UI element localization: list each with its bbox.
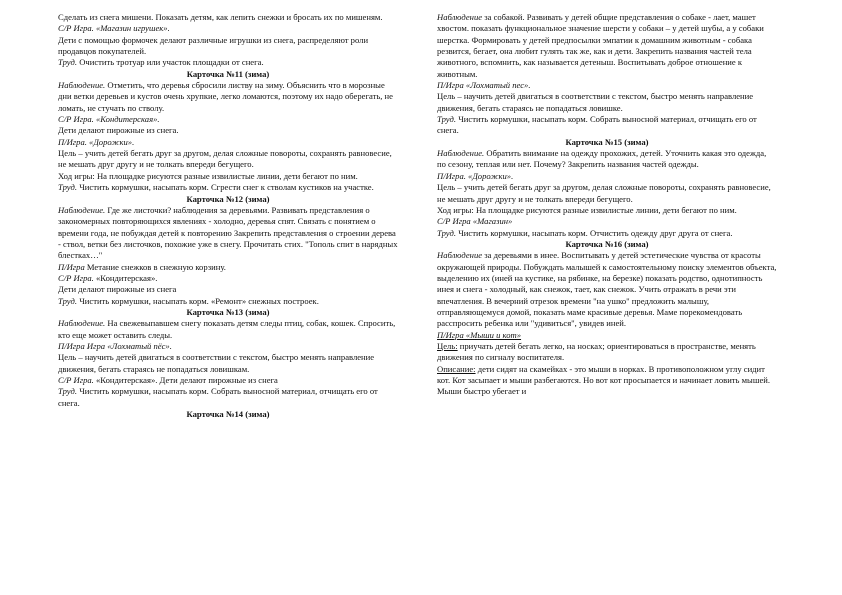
paragraph: Дети с помощью формочек делают различные игрушки из снега, распределяют роли продавцов покупателей. <box>58 34 369 57</box>
text: На свежевыпавшем снегу показать детям следы птиц, собак, кошек. Спросить, кто еще может оставить следы. <box>58 318 396 340</box>
paragraph <box>437 12 777 80</box>
text: за собакой. Развивать у детей общие представления о собаке - лает, машет хвостом. показать функциональное значение шерсти у собаки – у детей шубы, а у собаки шерстка. Формировать у детей предпосылки эмпатии к домашним животным - собака резвится, бегает, она любит гулять так же, как и дети. Закрепить названия частей тела животного, вспомнить, как называется детеныш. Воспитывать доброе отношение к животным. <box>437 12 764 79</box>
text: Метание снежков в снежную корзину. <box>84 261 226 272</box>
label: Труд. <box>58 57 78 68</box>
text: Чистить кормушки, насыпать корм. Собрать выносной материал, отчищать его от снега. <box>58 386 378 408</box>
card-heading-13: Карточка №13 (зима) <box>186 306 270 317</box>
text: Где же листочки? наблюдения за деревьями. Развивать представления о закономерных повторяющихся явлениях - холодно, деревья спят. Связать с понятием о времени года, не побуждая детей к повторению Закрепить представления о строении дерева - ствол, ветки без листочков, похожие уже в снегу. Прочитать стих. "Тополь спит в нарядных блестках…" <box>58 204 398 261</box>
card-heading-11: Карточка №11 (зима) <box>186 68 270 79</box>
text: дети сидят на скамейках - это мыши в норках. В противоположном углу сидит кот. Кот засыпает и мыши разбегаются. Но вот кот просыпается и начинает ловить мышей. Мыши быстро убегает и <box>437 363 771 397</box>
label: Труд. <box>437 114 457 125</box>
game-heading: П/Игра «Мыши и кот» <box>437 329 522 340</box>
label: Описание: <box>437 363 476 374</box>
label: Труд. <box>58 386 78 397</box>
paragraph <box>58 318 398 341</box>
text: Чистить кормушки, насыпать корм. Собрать выносной материал, отчищать его от снега. <box>437 114 757 136</box>
paragraph <box>58 80 398 114</box>
label: Наблюдение. <box>58 318 106 329</box>
label: С/Р Игра. <box>58 272 94 283</box>
card-heading-15: Карточка №15 (зима) <box>565 136 649 147</box>
text: за деревьями в инее. Воспитывать у детей эстетические чувства от красоты окружающей природы. Побуждать малышей к самостоятельному поиску элементов объекта, выделению их (иней на кустике, на рябинке, на березке) показать родство, однотипность инея и снега - холодный, как снежок, тает, как снежок. Учить отражать в речи эти впечатления. В вечерний отрезок времени "на ушко" предложить малышу, отправляющемуся домой, показать маме красивые деревья. Маме порекомендовать расспросить ребенка или "удивиться", увидев иней. <box>437 250 777 329</box>
label: Труд. <box>58 182 78 193</box>
paragraph <box>58 57 398 68</box>
paragraph <box>58 386 398 409</box>
paragraph: Сделать из снега мишени. Показать детям, как лепить снежки и бросать их по мишеням. <box>58 12 383 22</box>
label: Труд. <box>58 295 78 306</box>
paragraph: Цель – научить детей двигаться в соответствии с текстом, быстро менять направление движения, бегать стараясь не попадаться ловишкам. <box>58 352 375 374</box>
paragraph <box>58 296 398 307</box>
text: Очистить тротуар или участок площадки от снега. <box>77 57 264 68</box>
card-heading-12: Карточка №12 (зима) <box>186 193 270 204</box>
paragraph <box>58 262 398 273</box>
paragraph <box>58 182 398 193</box>
paragraph <box>437 364 777 398</box>
text: «Кондитерская». Дети делают пирожные из снега <box>93 375 278 385</box>
left-column <box>58 12 398 420</box>
paragraph <box>58 205 398 262</box>
text: Обратить внимание на одежду прохожих, детей. Уточнить какая это одежда, по сезону, теплая или нет. Почему? Закрепить названия частей одежды. <box>437 148 767 170</box>
label: Цель: <box>437 340 458 351</box>
card-heading-16: Карточка №16 (зима) <box>565 238 649 249</box>
paragraph <box>437 148 777 171</box>
game-heading: С/Р Игра. «Кондитерская». <box>58 114 160 125</box>
paragraph: Дети делают пирожные из снега. <box>58 125 179 136</box>
text: Отметить, что деревья сбросили листву на зиму. Объяснить что в морозные дни ветки деревьев и кустов очень хрупкие, легко ломаются, поэтому их надо оберегать, не ломать, не стучать по стволу. <box>58 80 393 113</box>
label: Наблюдение <box>437 250 483 261</box>
game-heading: С/Р Игра. «Магазин игрушек». <box>58 23 170 34</box>
text: Чистить кормушки, насыпать корм. Отчистить одежду друг друга от снега. <box>456 227 733 238</box>
label: Наблюдение <box>437 12 483 22</box>
game-heading: П/Игра Игра «Лохматый пёс». <box>58 340 172 351</box>
paragraph: Дети делают пирожные из снега <box>58 284 177 295</box>
game-heading: П/Игра. «Дорожки». <box>58 136 135 147</box>
label: Наблюдение. <box>437 148 485 159</box>
card-heading-14: Карточка №14 (зима) <box>186 409 270 420</box>
text: «Кондитерская». <box>93 272 158 283</box>
right-column <box>437 12 777 398</box>
label: С/Р Игра. <box>58 375 94 385</box>
game-heading: С/Р Игра «Магазин» <box>437 216 513 227</box>
paragraph: Цель – учить детей бегать друг за другом, делая сложные повороты, сохранять равновесие, не мешать друг другу и не толкать впереди бегущего. <box>437 182 771 204</box>
paragraph <box>437 341 777 364</box>
game-heading: П/Игра «Лохматый пес». <box>437 80 531 91</box>
paragraph <box>58 273 398 284</box>
paragraph <box>437 114 777 137</box>
paragraph <box>58 375 398 386</box>
text: приучать детей бегать легко, на носках; ориентироваться в пространстве, менять движения по сигналу воспитателя. <box>437 340 756 363</box>
paragraph <box>437 250 777 329</box>
paragraph: Цель – научить детей двигаться в соответствии с текстом, быстро менять направление движения, бегать стараясь не попадаться ловишке. <box>437 91 754 113</box>
paragraph: Цель – учить детей бегать друг за другом, делая сложные повороты, сохранять равновесие, не мешать друг другу и не толкать впереди бегущего. <box>58 148 392 170</box>
label: Наблюдение. <box>58 80 106 91</box>
paragraph <box>437 228 777 239</box>
paragraph: Ход игры: На площадке рисуются разные извилистые линии, дети бегают по ним. <box>58 170 358 181</box>
paragraph: Ход игры: На площадке рисуются разные извилистые линии, дети бегают по ним. <box>437 204 737 215</box>
label: Труд. <box>437 227 457 238</box>
text: Чистить кормушки, насыпать корм. «Ремонт» снежных построек. <box>77 295 319 306</box>
game-heading: П/Игра. «Дорожки». <box>437 170 514 181</box>
text: Чистить кормушки, насыпать корм. Сгрести снег к стволам кустиков на участке. <box>77 182 374 193</box>
label: Наблюдение. <box>58 204 106 215</box>
label: П/Игра <box>58 261 85 272</box>
